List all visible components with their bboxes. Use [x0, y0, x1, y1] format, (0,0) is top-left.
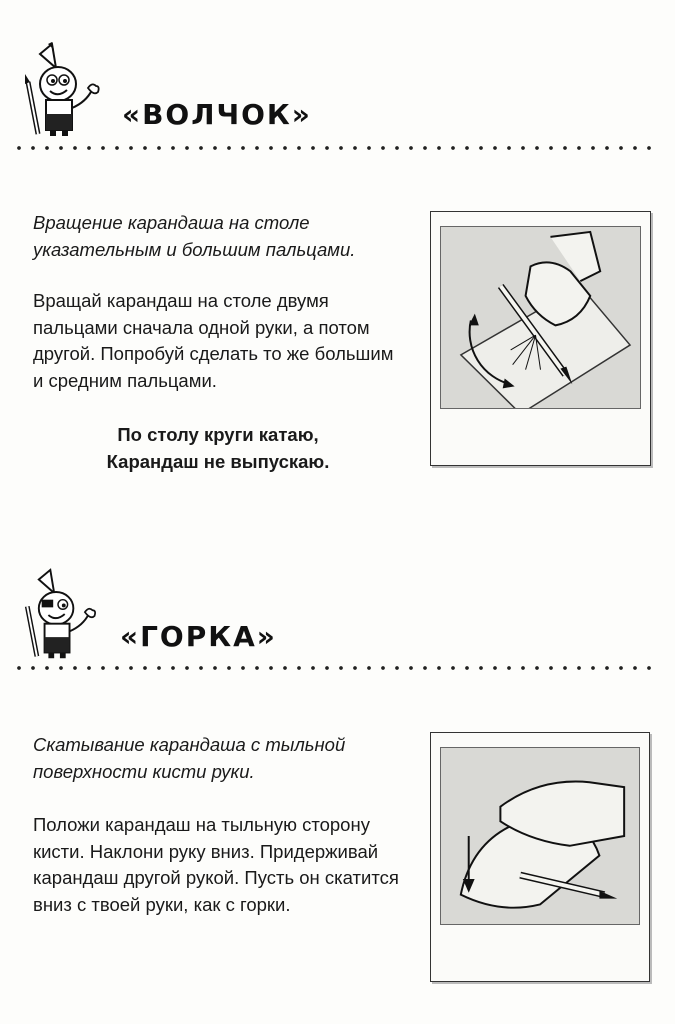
- dotted-divider: [12, 144, 657, 152]
- pencil-mascot-icon: [10, 42, 110, 142]
- exercise-illustration: [430, 211, 651, 466]
- exercise-title: «ВОЛЧОК»: [122, 98, 312, 131]
- exercise-instruction: Вращай карандаш на столе двумя пальцами сначала одной руки, а потом другой. Попробуй сделать то же большим и средним пальцами.: [33, 290, 394, 391]
- hands-rolling-pencil-image: [440, 747, 640, 925]
- exercise-title: «ГОРКА»: [120, 620, 277, 653]
- pencil-mascot-icon: [10, 568, 106, 664]
- background-watermark: [40, 990, 660, 1020]
- hand-rotating-pencil-image: [440, 226, 641, 409]
- exercise-intro: Скатывание карандаша с тыльной поверхности кисти руки.: [33, 734, 346, 782]
- dotted-divider: [12, 664, 657, 672]
- poem-line-2: Карандаш не выпускаю.: [106, 450, 330, 472]
- exercise-poem: [33, 422, 403, 475]
- poem-line-1: По столу круги катаю,: [117, 424, 319, 445]
- exercise-gorka: [0, 560, 675, 980]
- exercise-illustration: [430, 732, 650, 982]
- exercise-intro: Вращение карандаша на столе указательным и большим пальцами.: [33, 212, 356, 260]
- exercise-instruction: Положи карандаш на тыльную сторону кисти. Наклони руку вниз. Придерживай карандаш другой рукой. Пусть он скатится вниз с твоей руки, как с горки.: [33, 814, 399, 915]
